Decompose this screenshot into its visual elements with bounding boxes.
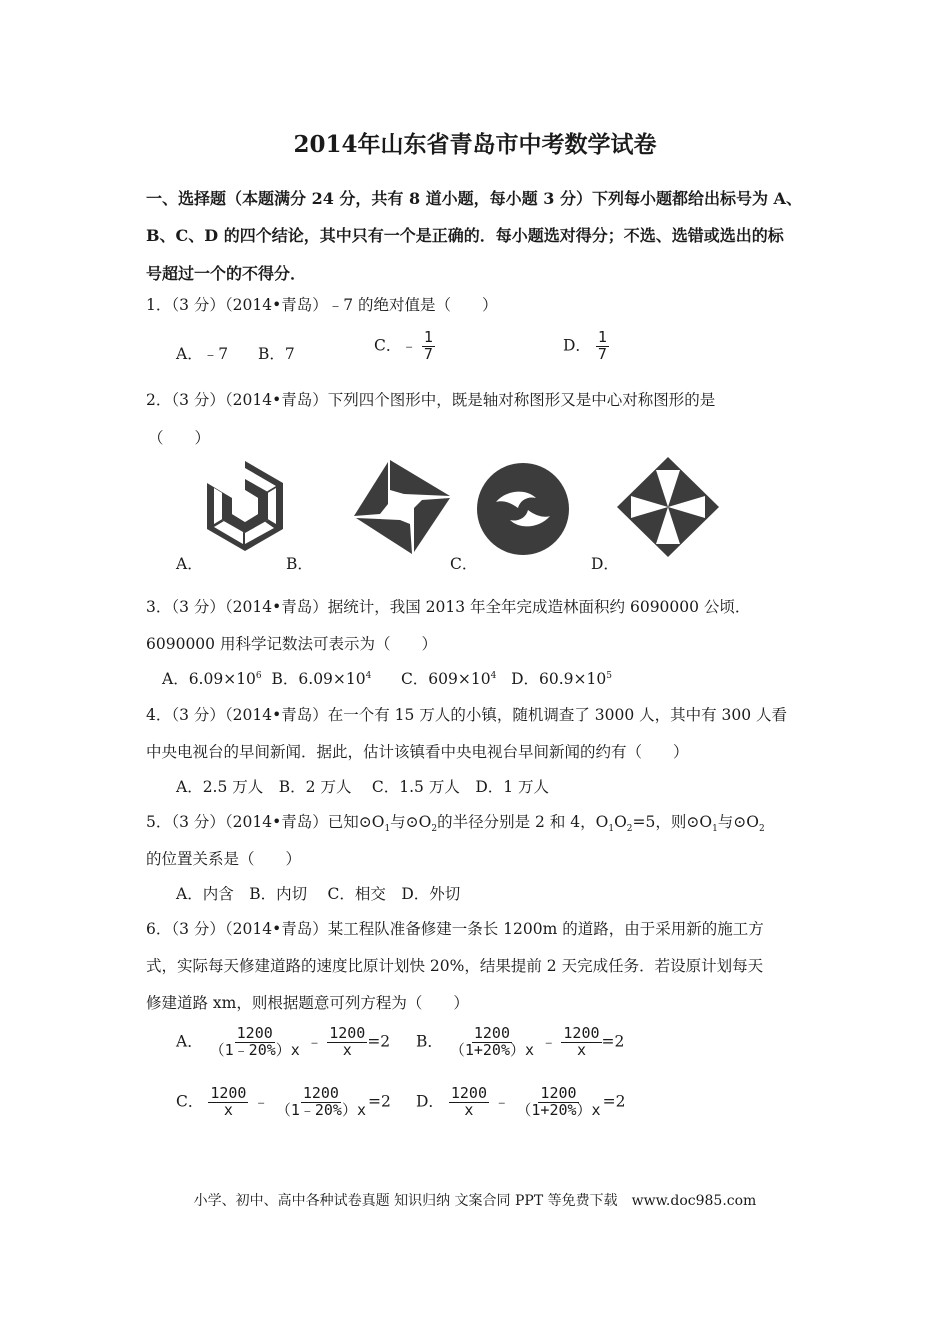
q3-stem-line2: 6090000 用科学记数法可表示为（ ） [146,635,437,653]
fraction-denominator: （1+20%）x [449,1040,535,1059]
equals-two: =2 [601,1032,625,1051]
q3-stem-line1: 3．（3 分）（2014•青岛）据统计，我国 2013 年全年完成造林面积约 6090000 公顷． [146,598,751,616]
fraction-numerator: 1200 [329,1024,366,1042]
page-title: 2014年山东省青岛市中考数学试卷 [293,131,657,158]
q2-stem: 2．（3 分）（2014•青岛）下列四个图形中，既是轴对称图形又是中心对称图形的是 [146,391,716,409]
subscript-2: 2 [431,824,438,835]
q1-option-d [563,330,609,363]
q5-stem-line1 [146,810,765,834]
fraction-numerator: 1 [597,328,607,346]
q6-stem-line3: 修建道路 xm，则根据题意可列方程为（ ） [146,994,469,1012]
diamond-triangles-figure [616,456,720,558]
q5-text-1: 5．（3 分）（2014•青岛）已知⊙O [146,813,385,831]
section-heading-line2: B、C、D 的四个结论，其中只有一个是正确的．每小题选对得分；不选、选错或选出的标 [146,226,784,245]
q6-fraction [208,1026,302,1059]
fraction-numerator: 1200 [236,1024,273,1042]
swirl-circle-figure [476,462,570,556]
q5-text-4: O [614,813,627,831]
fraction-denominator: x [464,1100,474,1119]
q2-option-a: A． [176,555,203,573]
q6-option-b-label: B． [416,1032,443,1051]
fraction-denominator: 7 [597,344,607,363]
fraction-numerator: 1 [423,328,433,346]
equals-two: =2 [367,1032,391,1051]
q6-option-d-label: D． [416,1092,444,1111]
section-heading-line1: 一、选择题（本题满分 24 分，共有 8 道小题，每小题 3 分）下列每小题都给出标号为 A、 [146,189,802,208]
q3-option-d: D．60.9×10 [511,670,607,688]
q5-text-6: 与⊙O [717,813,759,831]
fraction-denominator: （1﹣20%）x [209,1040,300,1059]
q4-stem-line1: 4．（3 分）（2014•青岛）在一个有 15 万人的小镇，随机调查了 3000 人，其中有 300 人看 [146,706,788,724]
q2-option-c: C． [450,555,478,573]
hexagon-swirl-figure [200,458,290,554]
q6-stem-line2: 式，实际每天修建道路的速度比原计划快 20%，结果提前 2 天完成任务．若设原计划每天 [146,957,764,975]
q3-option-c: C．609×10 [400,670,491,688]
q2-paren: （ ） [148,429,211,447]
fraction-denominator: x [342,1040,352,1059]
fraction-denominator: （1+20%）x [516,1100,601,1119]
q6-fraction [514,1086,602,1119]
q1-option-c-label: C．﹣ [374,336,417,355]
pinwheel-square-figure [352,458,452,556]
q1-stem: 1．（3 分）（2014•青岛）﹣7 的绝对值是（ ） [146,296,498,314]
q6-option-d [416,1086,625,1119]
q4-stem-line2: 中央电视台的早间新闻．据此，估计该镇看中央电视台早间新闻的约有（ ） [146,743,689,761]
q5-text-2: 与⊙O [390,813,432,831]
section-heading-line3: 号超过一个的不得分． [146,264,307,283]
q6-fraction [327,1026,367,1059]
subscript-2: 2 [626,824,633,835]
q6-option-a-label: A． [176,1032,203,1051]
subscript-1: 1 [712,824,718,835]
subscript-1: 1 [608,824,615,835]
q1-option-c-fraction [422,330,435,363]
q6-fraction [449,1086,489,1119]
q2-option-d: D． [591,555,619,573]
fraction-numerator: 1200 [210,1084,247,1102]
q2-option-b: B． [286,555,313,573]
q5-text-5: =5，则⊙O [632,813,713,831]
q3-option-a-exponent: 6 [255,670,262,681]
fraction-numerator: 1200 [302,1084,339,1102]
q1-option-c [374,330,435,363]
q1-option-d-fraction [596,330,609,363]
q1-option-a: A．﹣7 [176,345,229,363]
q5-options: A．内含 B．内切 C．相交 D．外切 [176,885,461,903]
q6-option-a [176,1026,390,1059]
q6-fraction [448,1026,536,1059]
fraction-denominator: x [576,1040,586,1059]
q3-option-c-exponent: 4 [490,670,497,681]
fraction-denominator: 7 [423,344,433,363]
q3-option-d-exponent: 5 [606,670,612,681]
q6-option-b [416,1026,624,1059]
fraction-denominator: （1﹣20%）x [275,1100,366,1119]
fraction-numerator: 1200 [563,1024,600,1042]
q3-options [162,667,612,689]
minus-sign: ﹣ [306,1032,323,1051]
q4-options: A．2.5 万人 B．2 万人 C．1.5 万人 D．1 万人 [176,778,550,796]
fraction-denominator: x [223,1100,233,1119]
minus-sign: ﹣ [540,1032,557,1051]
fraction-numerator: 1200 [473,1024,510,1042]
subscript-2: 2 [759,824,765,835]
q1-option-d-label: D． [563,336,591,355]
q5-stem-line2: 的位置关系是（ ） [146,850,302,868]
q6-option-c [176,1086,391,1119]
q3-option-b: B．6.09×10 [271,670,366,688]
minus-sign: ﹣ [493,1092,510,1111]
q1-option-b: B．7 [258,345,295,363]
q5-text-3: 的半径分别是 2 和 4，O [437,813,609,831]
fraction-numerator: 1200 [450,1084,487,1102]
q3-option-b-exponent: 4 [365,670,372,681]
q6-fraction [274,1086,368,1119]
q6-fraction [561,1026,601,1059]
subscript-1: 1 [384,824,391,835]
equals-two: =2 [602,1092,626,1111]
q6-fraction [208,1086,248,1119]
equals-two: =2 [367,1092,391,1111]
q3-option-a: A．6.09×10 [162,670,256,688]
q6-option-c-label: C． [176,1092,204,1111]
page-footer: 小学、初中、高中各种试卷真题 知识归纳 文案合同 PPT 等免费下载 www.doc985.com [193,1193,757,1209]
fraction-numerator: 1200 [540,1084,577,1102]
minus-sign: ﹣ [253,1092,269,1111]
q6-stem-line1: 6．（3 分）（2014•青岛）某工程队准备修建一条长 1200m 的道路，由于采用新的施工方 [146,920,764,938]
